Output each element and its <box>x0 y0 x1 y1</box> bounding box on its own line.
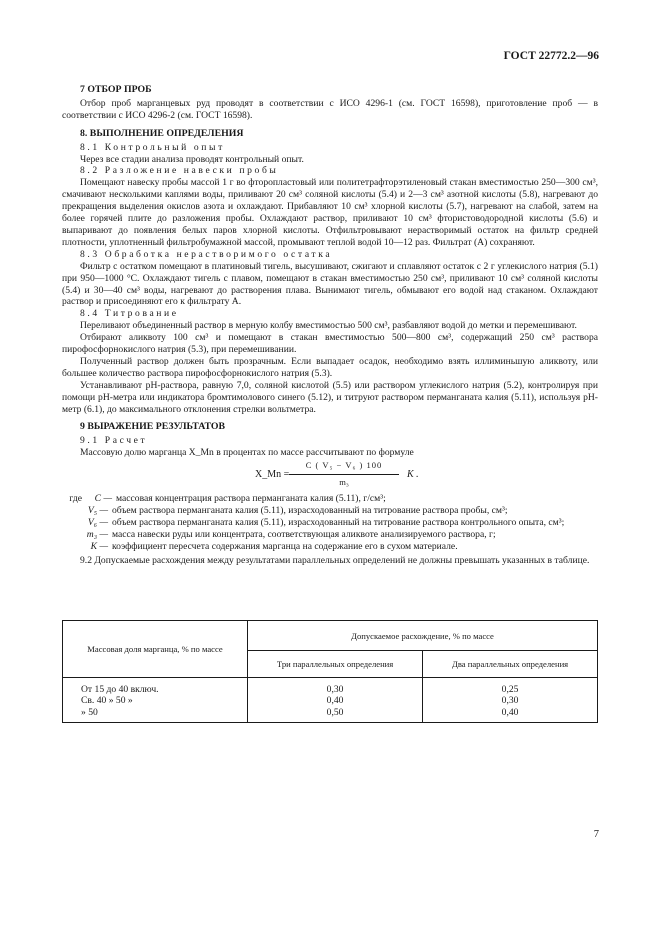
tolerance-value: 0,30 <box>501 695 519 707</box>
subsection-9-2-text: 9.2 Допускаемые расхождения между результатами параллельных определений не должны превышать указанных в таблице. <box>80 554 590 566</box>
tolerance-value: 0,30 <box>326 684 344 695</box>
subsection-8-4-paragraph: Переливают объединенный раствор в мерную колбу вместимостью 500 см³, разбавляют водой до метки и перемешивают. <box>80 320 577 332</box>
tolerance-value: 0,40 <box>326 695 344 707</box>
standard-number: ГОСТ 22772.2—96 <box>503 50 599 62</box>
legend-row <box>62 505 598 517</box>
legend-text: коэффициент пересчета содержания марганца на содержание его в сухом материале. <box>112 540 458 552</box>
tolerance-value: 0,25 <box>501 684 519 695</box>
range-value: Св. 40 » 50 » <box>81 695 133 707</box>
subsection-9-1-text: Массовую долю марганца X_Mn в процентах по массе рассчитывают по формуле <box>80 447 414 459</box>
range-value: » 50 <box>81 706 98 718</box>
page-number: 7 <box>593 829 599 840</box>
legend-symbol: m₃ — <box>86 528 108 540</box>
subsection-8-2-text: Помещают навеску пробы массой 1 г во фторопластовый или политетрафторэтиленовый стакан вместимостью 250—300 см³, смачивают несколькими каплями воды, приливают 20 см³ соляной кислоты (5.4) и 2—3 см³ азотной кислоты (5.8), нагревают до прекращения выделения окислов азота и охлаждают. Прибавляют 10 см³ хлорной кислоты (5.7), нагревают на слабой, затем на более горячей плите до разложения пробы. Охлаждают раствор, приливают 10 см³ фтористоводородной кислоты (5.6) и выпаривают до появления белых паров хлорной кислоты. Отфильтровывают нерастворимый остаток на фильтр средней плотности, уплотненный фильтробумажной массой, промывают теплой водой 10—12 раз. Фильтрат (А) сохраняют. <box>62 177 598 248</box>
section-7-heading: 7 ОТБОР ПРОБ <box>80 84 152 95</box>
tolerance-value: 0,50 <box>326 706 344 718</box>
range-value: От 15 до 40 включ. <box>81 684 159 695</box>
formula-fraction <box>289 460 399 489</box>
subsection-8-2-heading: 8.2 Разложение навески пробы <box>80 165 279 177</box>
col-header-mass-fraction: Массовая доля марганца, % по массе <box>63 621 248 678</box>
legend-symbol: V₅ — <box>87 505 108 517</box>
legend-text: массовая концентрация раствора перманганата калия (5.11), г/см³; <box>116 493 386 505</box>
section-8-heading: 8. ВЫПОЛНЕНИЕ ОПРЕДЕЛЕНИЯ <box>80 127 244 139</box>
section-7-text: Отбор проб марганцевых руд проводят в соответствии с ИСО 4296-1 (см. ГОСТ 16598), приготовление проб — в соответствии с ИСО 4296-2 (см. ГОСТ 16598). <box>62 97 598 121</box>
legend-text: объем раствора перманганата калия (5.11), израсходованный на титрование раствора контрольного опыта, см³; <box>112 517 565 528</box>
col-header-three-determinations: Три параллельных определения <box>248 651 423 678</box>
subsection-8-3-heading: 8.3 Обработка нерастворимого остатка <box>80 248 333 260</box>
two-determinations-cell <box>423 678 598 723</box>
section-9-heading: 9 ВЫРАЖЕНИЕ РЕЗУЛЬТАТОВ <box>80 421 226 433</box>
legend-symbol: V₆ — <box>87 517 108 528</box>
subsection-8-4-paragraph: Устанавливают pH-раствора, равную 7,0, соляной кислотой (5.5) или раствором углекислого натрия (5.2), контролируя при помощи pH-метра или индикатора бромтимолового синего (5.12), и титруют раствором перманганата калия (5.11), используя pH-метр (6.1), до максимального отклонения стрелки вольтметра. <box>62 379 598 415</box>
col-header-group-tolerance: Допускаемое расхождение, % по массе <box>248 621 598 651</box>
formula-factor: K . <box>407 469 419 481</box>
subsection-8-4-paragraph: Отбирают аликвоту 100 см³ и помещают в стакан вместимостью 500—800 см³, содержащий 250 см³ раствора пирофосфорнокислого натрия (5.3), при перемешивании. <box>62 332 598 356</box>
subsection-9-1-heading: 9.1 Расчет <box>80 435 148 447</box>
legend-symbol: C — <box>94 493 112 505</box>
page-content <box>62 84 598 567</box>
formula <box>62 460 598 490</box>
formula-denominator: m₃ <box>339 477 349 488</box>
subsection-8-1-text: Через все стадии анализа проводят контрольный опыт. <box>80 153 304 165</box>
subsection-8-4-heading: 8.4 Титрование <box>80 308 179 320</box>
tolerance-table <box>62 620 598 723</box>
formula-legend <box>62 493 598 553</box>
formula-numerator: C ( V₅ − V₆ ) 100 <box>305 460 383 471</box>
legend-symbol: K — <box>90 540 108 552</box>
col-header-two-determinations: Два параллельных определения <box>423 651 598 678</box>
legend-intro: где <box>69 493 82 505</box>
tolerance-value: 0,40 <box>501 706 519 718</box>
legend-row <box>62 541 598 553</box>
subsection-8-4-paragraph: Полученный раствор должен быть прозрачным. Если выпадает осадок, необходимо взять иллиминьшую аликвоту, или большее количество раствора пирофосфорнокислого натрия (5.3). <box>62 355 598 379</box>
three-determinations-cell <box>248 678 423 723</box>
legend-row <box>62 529 598 541</box>
fraction-bar <box>289 474 399 475</box>
legend-text: объем раствора перманганата калия (5.11), израсходованный на титрование раствора пробы, см³; <box>112 505 508 517</box>
legend-text: масса навески руды или концентрата, соответствующая аликвоте анализируемого раствора, г; <box>112 528 496 540</box>
subsection-8-3-text: Фильтр с остатком помещают в платиновый тигель, высушивают, сжигают и сплавляют остаток с 2 г углекислого натрия (5.1) при 950—1000 °С. Охлаждают тигель с плавом, помещают в стакан вместимостью 250 см³, приливают 10 см³ соляной кислоты (5.4) и 30—40 см³ воды, нагревают до растворения плава. Вынимают тигель, обмывают его водой над стаканом. Охлаждают раствор и присоединяют его к фильтрату А. <box>62 260 598 308</box>
legend-row <box>62 517 598 529</box>
range-cell <box>63 678 248 723</box>
table-row <box>63 678 598 723</box>
legend-row <box>62 493 598 505</box>
formula-lhs: X_Mn = <box>255 469 290 481</box>
subsection-8-1-heading: 8.1 Контрольный опыт <box>80 141 225 153</box>
